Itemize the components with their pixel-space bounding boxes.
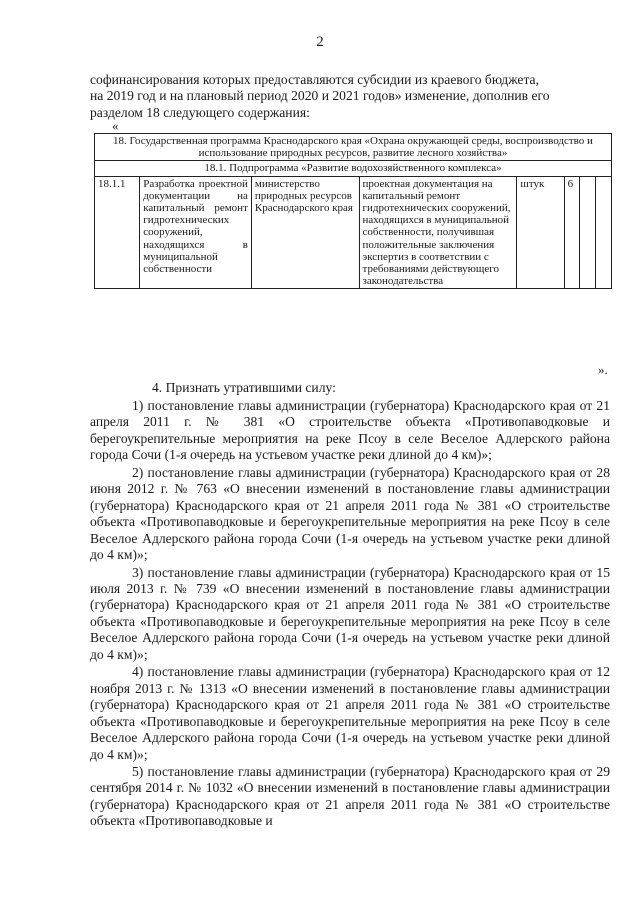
row-executor: министерство природных ресурсов Краснодарского края [251, 176, 359, 289]
table-row [95, 176, 612, 289]
list-item: 3) постановление главы администрации (губернатора) Краснодарского края от 15 июля 2013 г. № 739 «О внесении изменений в постановление главы администрации (губернатора) Краснодарского края от 21 апреля 2011 года № 381 «О строительстве объекта «Противопаводковые и берегоукрепительные мероприятия на реке Псоу в селе Веселое Адлерского района города Сочи (1-я очередь на устьевом участке реки длиной до 4 км)»; [90, 564, 610, 662]
row-code: 18.1.1 [95, 176, 140, 289]
list-item: 2) постановление главы администрации (губернатора) Краснодарского края от 28 июня 2012 г. № 763 «О внесении изменений в постановление главы администрации (губернатора) Краснодарского края от 21 апреля 2011 года № 381 «О строительстве объекта «Противопаводковые и берегоукрепительные мероприятия на реке Псоу в селе Веселое Адлерского района города Сочи (1-я очередь на устьевом участке реки длиной до 4 км)»; [90, 464, 610, 563]
row-result: проектная документация на капитальный ремонт гидротехнических сооружений, находящихся в муниципальной собственности, получившая положительные заключения экспертиз в соответствии с требованиями действующего законодательства [359, 176, 517, 289]
section4-heading: 4. Признать утратившими силу: [152, 380, 336, 395]
list-item: 1) постановление главы администрации (губернатора) Краснодарского края от 21 апреля 2011 г. № 381 «О строительстве объекта «Противопаводковые и берегоукрепительные мероприятия на реке Псоу в селе Веселое Адлерского района города Сочи (1-я очередь на устьевом участке реки длиной до 4 км)»; [90, 398, 610, 463]
subprogram-title: 18.1. Подпрограмма «Развитие водохозяйственного комплекса» [95, 161, 612, 176]
row-value: 6 [564, 176, 579, 289]
row-empty-cell [579, 176, 595, 289]
repealed-acts-list [90, 398, 610, 831]
row-name: Разработка проектной документации на капитальный ремонт гидротехнических сооружений, находящихся в муниципальной собственности [140, 176, 252, 289]
closing-quote: ». [598, 362, 608, 377]
program-header-row [95, 134, 612, 161]
intro-paragraph: софинансирования которых предоставляются субсидии из краевого бюджета, на 2019 год и на плановый период 2020 и 2021 годов» изменение, дополнив его разделом 18 следующего содержания: [90, 72, 550, 120]
program-title: 18. Государственная программа Краснодарского края «Охрана окружающей среды, воспроизводство и использование природных ресурсов, развитие лесного хозяйства» [95, 134, 612, 161]
row-unit: штук [517, 176, 564, 289]
list-item: 4) постановление главы администрации (губернатора) Краснодарского края от 12 ноября 2013 г. № 1313 «О внесении изменений в постановление главы администрации (губернатора) Краснодарского края от 21 апреля 2011 года № 381 «О строительстве объекта «Противопаводковые и берегоукрепительные мероприятия на реке Псоу в селе Веселое Адлерского района города Сочи (1-я очередь на устьевом участке реки длиной до 4 км)»; [90, 664, 610, 762]
row-empty-cell [595, 176, 611, 289]
page-number: 2 [316, 34, 324, 50]
opening-quote: « [112, 118, 119, 133]
list-item: 5) постановление главы администрации (губернатора) Краснодарского края от 29 сентября 2014 г. № 1032 «О внесении изменений в постановление главы администрации (губернатора) Краснодарского края от 21 апреля 2011 года № 381 «О строительстве объекта «Противопаводковые и [90, 763, 610, 829]
program-table [94, 133, 612, 289]
subprogram-header-row [95, 161, 612, 176]
